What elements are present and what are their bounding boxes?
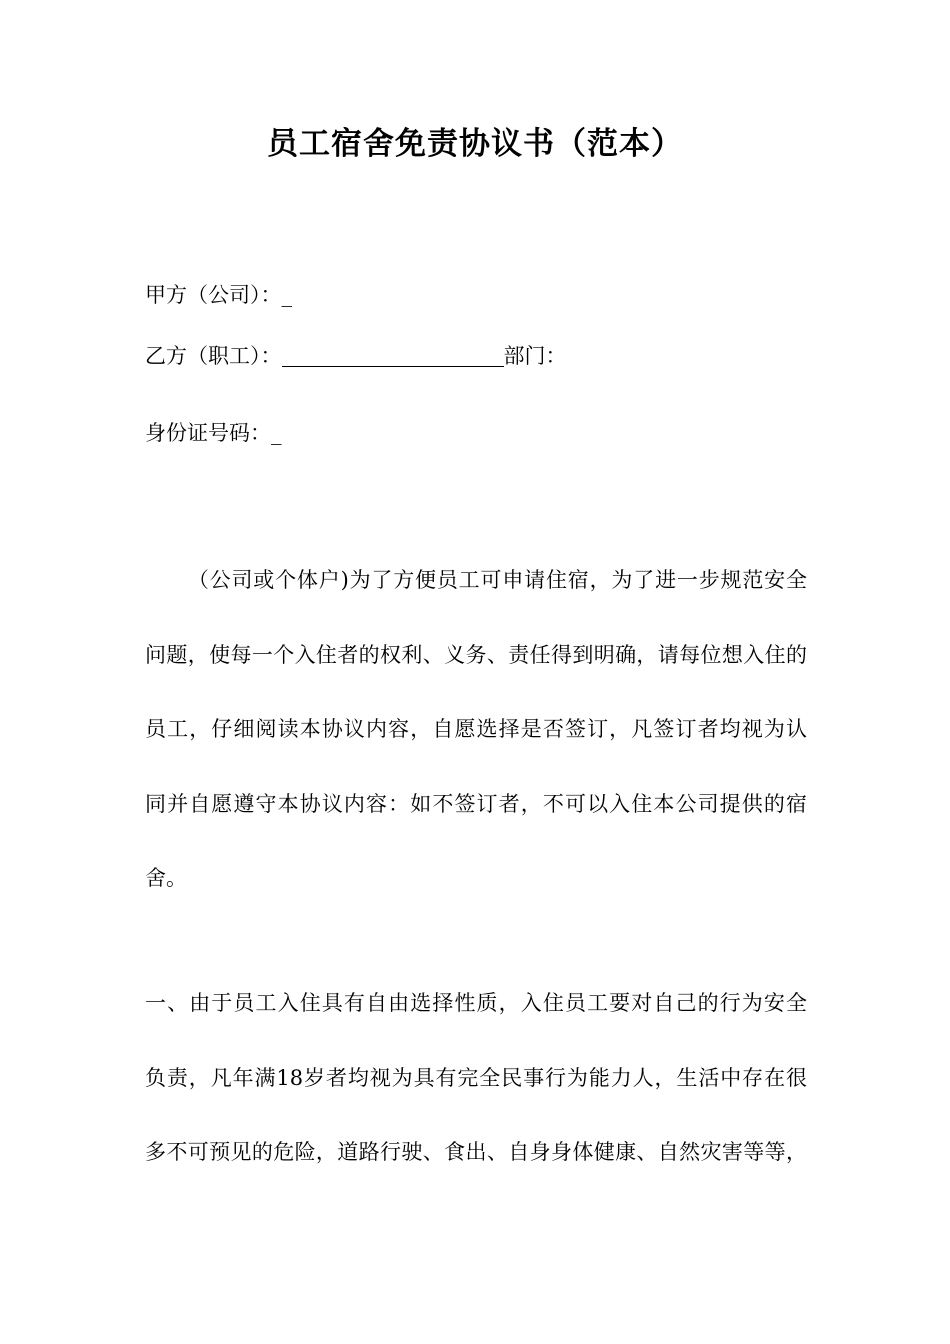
id-number-line — [145, 418, 282, 448]
party-a-label: 甲方（公司）： — [145, 283, 282, 307]
party-a-value: _ — [281, 283, 292, 307]
paragraph-line: 舍。 — [145, 866, 187, 890]
id-number-value: _ — [271, 421, 282, 445]
party-b-blank — [282, 344, 504, 367]
department-label: 部门： — [503, 344, 567, 368]
party-a-line — [145, 280, 292, 310]
paragraph-line: 问题，使每一个入住者的权利、义务、责任得到明确，请每位想入住的 — [145, 643, 807, 667]
party-b-line — [145, 341, 567, 371]
paragraph-line: 一、由于员工入住具有自由选择性质，入住员工要对自己的行为安全 — [145, 991, 807, 1015]
paragraph-line: 多不可预见的危险，道路行驶、食出、自身身体健康、自然灾害等等， — [145, 1140, 807, 1164]
paragraph-line: （公司或个体户)为了方便员工可申请住宿，为了进一步规范安全 — [187, 568, 807, 592]
paragraph-line: 负责，凡年满18岁者均视为具有完全民事行为能力人，生活中存在很 — [145, 1066, 807, 1090]
party-b-label: 乙方（职工）： — [145, 344, 282, 368]
paragraph-line: 同并自愿遵守本协议内容：如不签订者，不可以入住本公司提供的宿 — [145, 792, 807, 816]
document-title: 员工宿舍免责协议书（范本） — [267, 126, 683, 162]
id-number-label: 身份证号码： — [145, 421, 271, 445]
paragraph-line: 员工，仔细阅读本协议内容，自愿选择是否签订，凡签订者均视为认 — [145, 717, 807, 741]
